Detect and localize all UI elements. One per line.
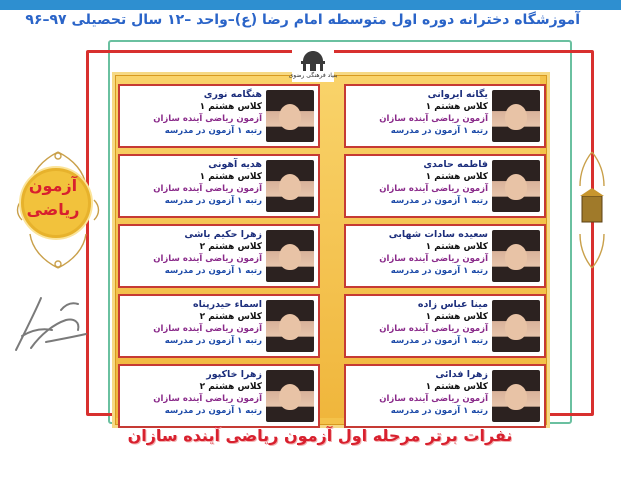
student-rank: رتبه ۱ آزمون در مدرسه: [164, 266, 262, 276]
badge-line-2: ریاضی: [26, 200, 80, 219]
foundation-logo-icon: [298, 50, 328, 72]
school-title: آموزشگاه دخترانه دوره اول متوسطه امام رضا (ع)–واحد –۱۲ سال تحصیلی ۹۷–۹۶: [25, 12, 580, 28]
student-name: یگانه ایروانی: [427, 89, 488, 100]
student-class: کلاس هشتم ۲: [199, 312, 262, 322]
student-name: اسماء حیدرپناه: [192, 299, 262, 310]
student-exam: آزمون ریاضی آینده سازان: [379, 254, 488, 264]
student-card: [344, 84, 546, 148]
student-photo: [492, 370, 540, 422]
student-rank: رتبه ۱ آزمون در مدرسه: [164, 126, 262, 136]
student-photo: [266, 300, 314, 352]
student-card: [118, 364, 320, 428]
top-stripe: [0, 0, 621, 10]
student-exam: آزمون ریاضی آینده سازان: [153, 394, 262, 404]
student-class: کلاس هشتم ۱: [199, 102, 262, 112]
calligraphy-logo-icon: [6, 290, 96, 360]
student-class: کلاس هشتم ۲: [199, 242, 262, 252]
student-photo: [266, 370, 314, 422]
student-rank: رتبه ۱ آزمون در مدرسه: [390, 406, 488, 416]
student-name: سعیده سادات شهابی: [388, 229, 488, 240]
student-rank: رتبه ۱ آزمون در مدرسه: [164, 336, 262, 346]
student-photo: [266, 230, 314, 282]
badge-line-1: آزمون: [28, 176, 78, 195]
student-photo: [492, 300, 540, 352]
student-photo: [266, 160, 314, 212]
student-name: هدیه آهونی: [208, 159, 262, 170]
student-photo: [266, 90, 314, 142]
shrine-ornament-icon: [572, 150, 612, 270]
student-photo: [492, 230, 540, 282]
student-exam: آزمون ریاضی آینده سازان: [379, 184, 488, 194]
student-card: [344, 364, 546, 428]
student-exam: آزمون ریاضی آینده سازان: [379, 114, 488, 124]
student-class: کلاس هشتم ۱: [199, 172, 262, 182]
student-class: کلاس هشتم ۱: [425, 312, 488, 322]
student-rank: رتبه ۱ آزمون در مدرسه: [164, 406, 262, 416]
student-rank: رتبه ۱ آزمون در مدرسه: [390, 196, 488, 206]
student-exam: آزمون ریاضی آینده سازان: [153, 254, 262, 264]
student-rank: رتبه ۱ آزمون در مدرسه: [390, 336, 488, 346]
student-class: کلاس هشتم ۱: [425, 102, 488, 112]
crest-label: بنیاد فرهنگی رضوی: [288, 72, 338, 79]
student-card: [118, 224, 320, 288]
student-name: فاطمه حامدی: [423, 159, 488, 170]
footer-caption: نفرات برتر مرحله اول آزمون ریاضی آینده سازان: [127, 426, 513, 445]
student-card: [118, 84, 320, 148]
student-name: هنگامه نوری: [203, 89, 262, 100]
student-card: [118, 294, 320, 358]
student-name: زهرا فدائی: [435, 369, 488, 380]
student-name: مینا عباس زاده: [417, 299, 488, 310]
student-photo: [492, 160, 540, 212]
student-exam: آزمون ریاضی آینده سازان: [153, 184, 262, 194]
student-name: زهرا حکیم باشی: [184, 229, 262, 240]
student-card: [118, 154, 320, 218]
student-card: [344, 294, 546, 358]
student-class: کلاس هشتم ۱: [425, 172, 488, 182]
student-photo: [492, 90, 540, 142]
student-class: کلاس هشتم ۲: [199, 382, 262, 392]
student-class: کلاس هشتم ۱: [425, 382, 488, 392]
student-exam: آزمون ریاضی آینده سازان: [153, 114, 262, 124]
student-exam: آزمون ریاضی آینده سازان: [379, 394, 488, 404]
student-card: [344, 224, 546, 288]
student-exam: آزمون ریاضی آینده سازان: [153, 324, 262, 334]
student-name: زهرا خاکپور: [206, 369, 262, 380]
student-rank: رتبه ۱ آزمون در مدرسه: [390, 126, 488, 136]
student-rank: رتبه ۱ آزمون در مدرسه: [164, 196, 262, 206]
student-rank: رتبه ۱ آزمون در مدرسه: [390, 266, 488, 276]
student-card: [344, 154, 546, 218]
student-exam: آزمون ریاضی آینده سازان: [379, 324, 488, 334]
student-class: کلاس هشتم ۱: [425, 242, 488, 252]
